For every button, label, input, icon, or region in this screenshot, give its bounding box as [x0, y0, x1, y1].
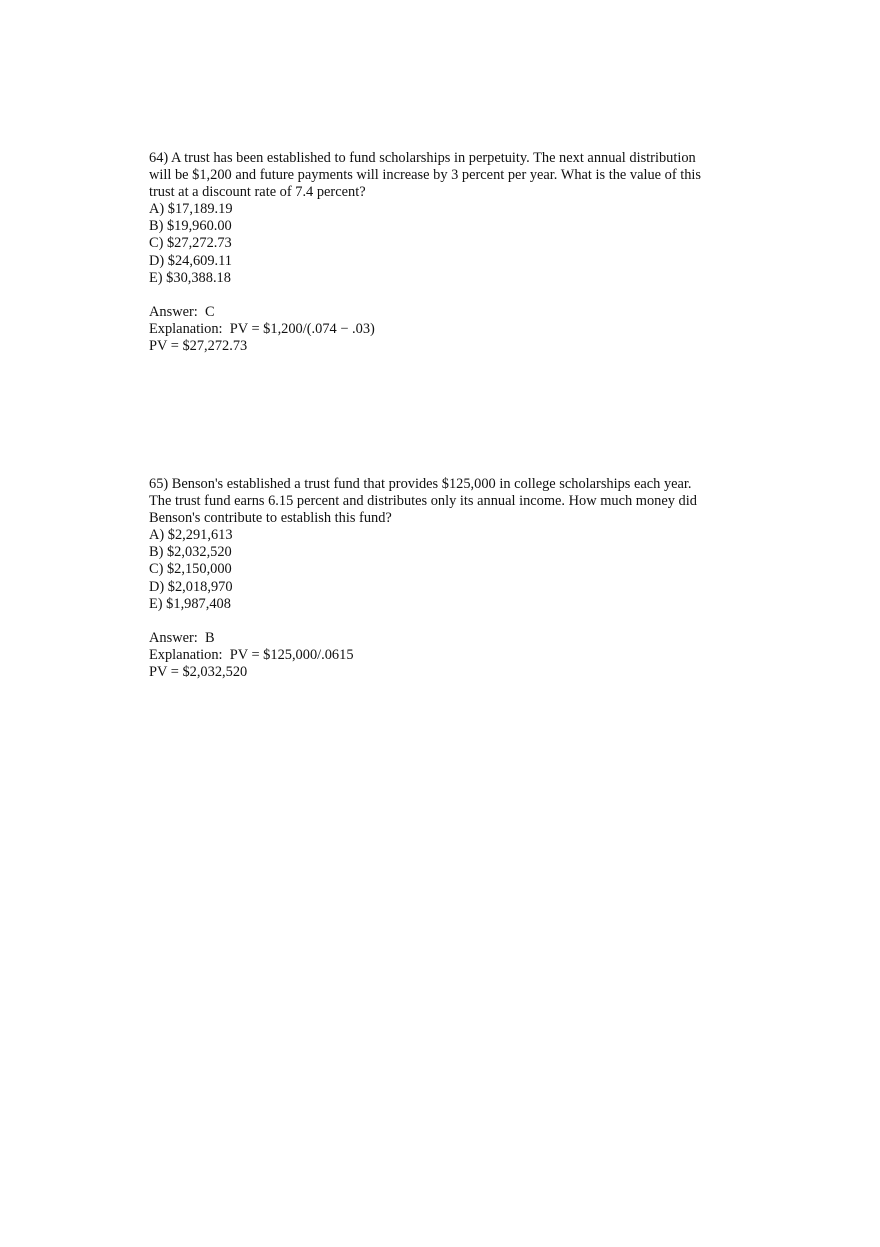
option-d: D) $24,609.11: [149, 252, 233, 269]
explanation: Explanation: PV = $1,200/(.074 − .03): [149, 320, 375, 337]
option-c: C) $2,150,000: [149, 561, 232, 578]
result: PV = $2,032,520: [149, 663, 248, 680]
result: PV = $27,272.73: [149, 337, 248, 354]
spacer: [149, 287, 739, 304]
option-e: E) $30,388.18: [149, 269, 231, 286]
answer-block: [149, 304, 739, 355]
question-prompt: [149, 150, 739, 201]
prompt-line: 65) Benson's established a trust fund that provides $125,000 in college scholarships each year.: [149, 476, 692, 492]
answer-block: [149, 630, 739, 681]
prompt-line: 64) A trust has been established to fund scholarships in perpetuity. The next annual distribution: [149, 150, 696, 166]
option-a: A) $2,291,613: [149, 527, 233, 544]
answer-key: Answer: C: [149, 303, 215, 320]
question-64: [149, 150, 739, 355]
option-b: B) $2,032,520: [149, 544, 232, 561]
option-d: D) $2,018,970: [149, 578, 233, 595]
option-a: A) $17,189.19: [149, 201, 233, 218]
prompt-line: trust at a discount rate of 7.4 percent?: [149, 184, 366, 201]
option-e: E) $1,987,408: [149, 595, 231, 612]
option-c: C) $27,272.73: [149, 235, 232, 252]
question-65: [149, 476, 739, 681]
spacer: [149, 613, 739, 630]
prompt-line: will be $1,200 and future payments will increase by 3 percent per year. What is the value of this: [149, 167, 702, 184]
option-b: B) $19,960.00: [149, 218, 232, 235]
explanation: Explanation: PV = $125,000/.0615: [149, 646, 354, 663]
answer-options: [149, 527, 739, 612]
answer-key: Answer: B: [149, 629, 215, 646]
prompt-line: Benson's contribute to establish this fund?: [149, 510, 392, 527]
answer-options: [149, 201, 739, 286]
prompt-line: The trust fund earns 6.15 percent and distributes only its annual income. How much money did: [149, 493, 697, 510]
question-prompt: [149, 476, 739, 527]
